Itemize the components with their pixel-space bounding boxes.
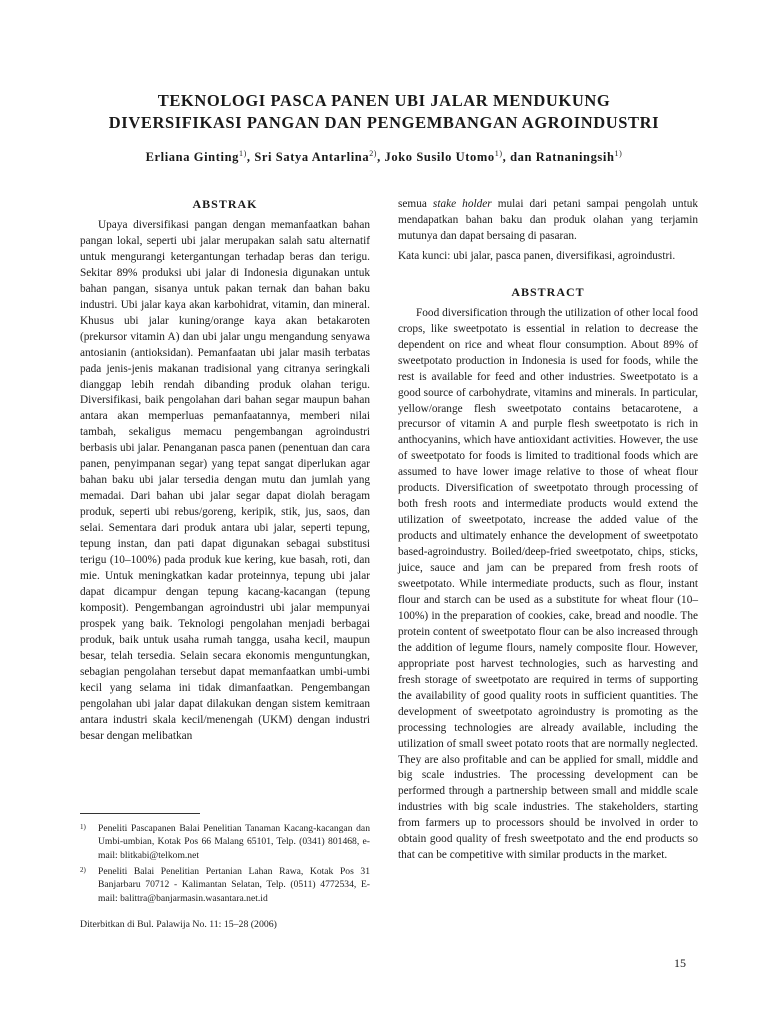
footnote-mark: 1) xyxy=(80,823,86,831)
abstract-body: Food diversification through the utilization of other local food crops, like sweetpotato is essential in relation to decrease the dependent on rice and wheat flour consumption. About 89% of sweetpotato production in Indonesia is used for foods, while the rest is available for feed and other industries. Sweetpotato is a good source of carbohydrate, vitamins and minerals. In particular, yellow/orange flesh sweetpotato contains betacarotene, a precursor of vitamin A and purple flesh sweetpotato is rich in anthocyanins, which have antioxidant activities. However, the use of sweetpotato for foods is limited to traditional foods which are assumed to have lower image relative to those of wheat flour products. Diversification of sweetpotato through processing of both fresh roots and intermediate products would extend the utilization of sweetpotato, increase the added value of the products and ultimately enhance the development of sweetpotato based-agroindustry. Boiled/deep-fried sweetpotato, chips, sticks, juice, sauce and jam can be prepared from fresh roots of sweetpotato. While intermediate products, such as flour, instant flour and starch can be used as a substitute for wheat flour (10–100%) in the preparation of cookies, cake, bread and noodle. The protein content of sweetpotato flour can be also increased through the addition of legume flours, namely composite flour. However, appropriate post harvest technologies, such as harvesting and fresh storage of sweetpotato are required in terms of supporting the availability of good quality roots in sufficient quantities. The development of sweetpotato agroindustry is promoting as the processing technologies are already available, including the utilization of small sweet potato roots that are normally neglected. They are also profitable and can be applied for small, middle and big scale industries. The processing development can be performed through a partnership between small and middle scale industries with big scale industries. The stakeholders, starting from farmers up to processors should be involved in order to obtain good quality of fresh sweetpotato and the end products so that can be competitive with similar products in the market. xyxy=(398,306,698,862)
abstract-heading: ABSTRACT xyxy=(511,284,585,299)
footnote-text: Peneliti Pascapanen Balai Penelitian Tanaman Kacang-kacangan dan Umbi-umbian, Kotak Pos 66 Malang 65101, Telp. (0341) 801468, e-mail: blitkabi@telkom.net xyxy=(98,823,370,861)
footnote-mark: 2) xyxy=(80,866,86,874)
abstrak-continuation-end: mulai dari petani sampai pengolah untuk mendapatkan bahan baku dan produk olahan yang terjamin mutunya dan dapat bersaing di pasaran. xyxy=(398,198,699,242)
author-name: Ratnaningsih xyxy=(535,150,615,165)
author-affiliation-mark: 2) xyxy=(369,149,378,158)
author-affiliation-mark: 1) xyxy=(614,149,623,158)
title-line-2: DIVERSIFIKASI PANGAN DAN PENGEMBANGAN AGROINDUSTRI xyxy=(108,113,660,132)
author-name: Erliana Ginting xyxy=(145,150,239,165)
paper-title xyxy=(60,90,708,134)
author-list xyxy=(40,149,728,165)
abstrak-heading: ABSTRAK xyxy=(192,197,258,211)
abstrak-body: Upaya diversifikasi pangan dengan memanfaatkan bahan pangan lokal, seperti ubi jalar merupakan salah satu alternatif untuk mengurangi ketergantungan terhadap beras dan terigu. Sekitar 89% produksi ubi jalar di Indonesia digunakan untuk bahan pangan, sisanya untuk pakan ternak dan bahan baku industri. Ubi jalar kaya akan karbohidrat, vitamin, dan mineral. Khusus ubi jalar kuning/orange kaya akan betakaroten (prekursor vitamin A) dan ubi jalar ungu mengandung senyawa antosianin (antioksidan). Pemanfaatan ubi jalar masih terbatas pada jenis-jenis makanan tradisional yang citranya seringkali dianggap lebih rendah dibanding produk olahan terigu. Diversifikasi, baik pengolahan dari bahan segar maupun bahan antara akan memperluas pemanfaatannya, memberi nilai tambah, sekaligus memacu pengembangan agroindustri berbasis ubi jalar. Penanganan pasca panen (penentuan dan cara panen, penyimpanan segar) yang tepat sangat diperlukan agar bahan baku ubi jalar tersedia dengan mutu dan jumlah yang memadai. Dari bahan ubi jalar segar dapat diolah beragam produk, seperti ubi rebus/goreng, keripik, stik, jus, saos, dan selai. Sementara dari produk antara ubi jalar, seperti tepung, tepung instan, dan pati dapat digunakan sebagai substitusi terigu (10–100%) pada produk kue kering, kue basah, roti, dan mie. Untuk meningkatkan kadar proteinnya, tepung ubi jalar dapat dicampur dengan tepung kacang-kacangan (tepung komposit). Pengembangan agroindustri ubi jalar mempunyai prospek yang baik. Teknologi pengolahan menjadi berbagai produk, baik untuk usaha rumah tangga, usaha kecil, maupun besar, telah tersedia. Selain secara ekonomis menguntungkan, sebagian pengolahan tersebut dapat memanfaatkan umbi-umbi kecil yang selama ini tidak dimanfaatkan. Pengembangan pengolahan ubi jalar dapat dilakukan dengan sistem kemitraan antara industri skala kecil/menengah (UKM) dengan industri besar dengan melibatkan xyxy=(80,219,370,742)
author-separator: , xyxy=(246,150,255,165)
footnote-text: Peneliti Balai Penelitian Pertanian Lahan Rawa, Kotak Pos 31 Banjarbaru 70712 - Kalimantan Selatan, Telp. (0511) 4772534, E-mail: balittra@banjarmasin.wasantara.net.id xyxy=(98,866,370,904)
abstrak-continuation xyxy=(398,197,698,245)
title-line-1: TEKNOLOGI PASCA PANEN UBI JALAR MENDUKUNG xyxy=(157,91,611,110)
footnote xyxy=(80,865,370,905)
right-column xyxy=(398,197,698,864)
page-number: 15 xyxy=(674,956,686,970)
left-column xyxy=(80,197,370,744)
author-separator: , dan xyxy=(502,150,536,165)
author-separator: , xyxy=(377,150,385,165)
footnote xyxy=(80,822,370,862)
footnote-rule xyxy=(80,813,200,814)
author-name: Joko Susilo Utomo xyxy=(384,150,495,165)
author-affiliation-mark: 1) xyxy=(238,149,247,158)
abstrak-keywords: Kata kunci: ubi jalar, pasca panen, diversifikasi, agroindustri. xyxy=(398,249,676,262)
abstrak-continuation-italic: stake holder xyxy=(432,198,492,210)
author-affiliation-mark: 1) xyxy=(494,149,503,158)
abstrak-continuation-start: semua xyxy=(398,198,433,210)
author-name: Sri Satya Antarlina xyxy=(254,150,370,165)
publication-note: Diterbitkan di Bul. Palawija No. 11: 15–28 (2006) xyxy=(80,919,277,930)
